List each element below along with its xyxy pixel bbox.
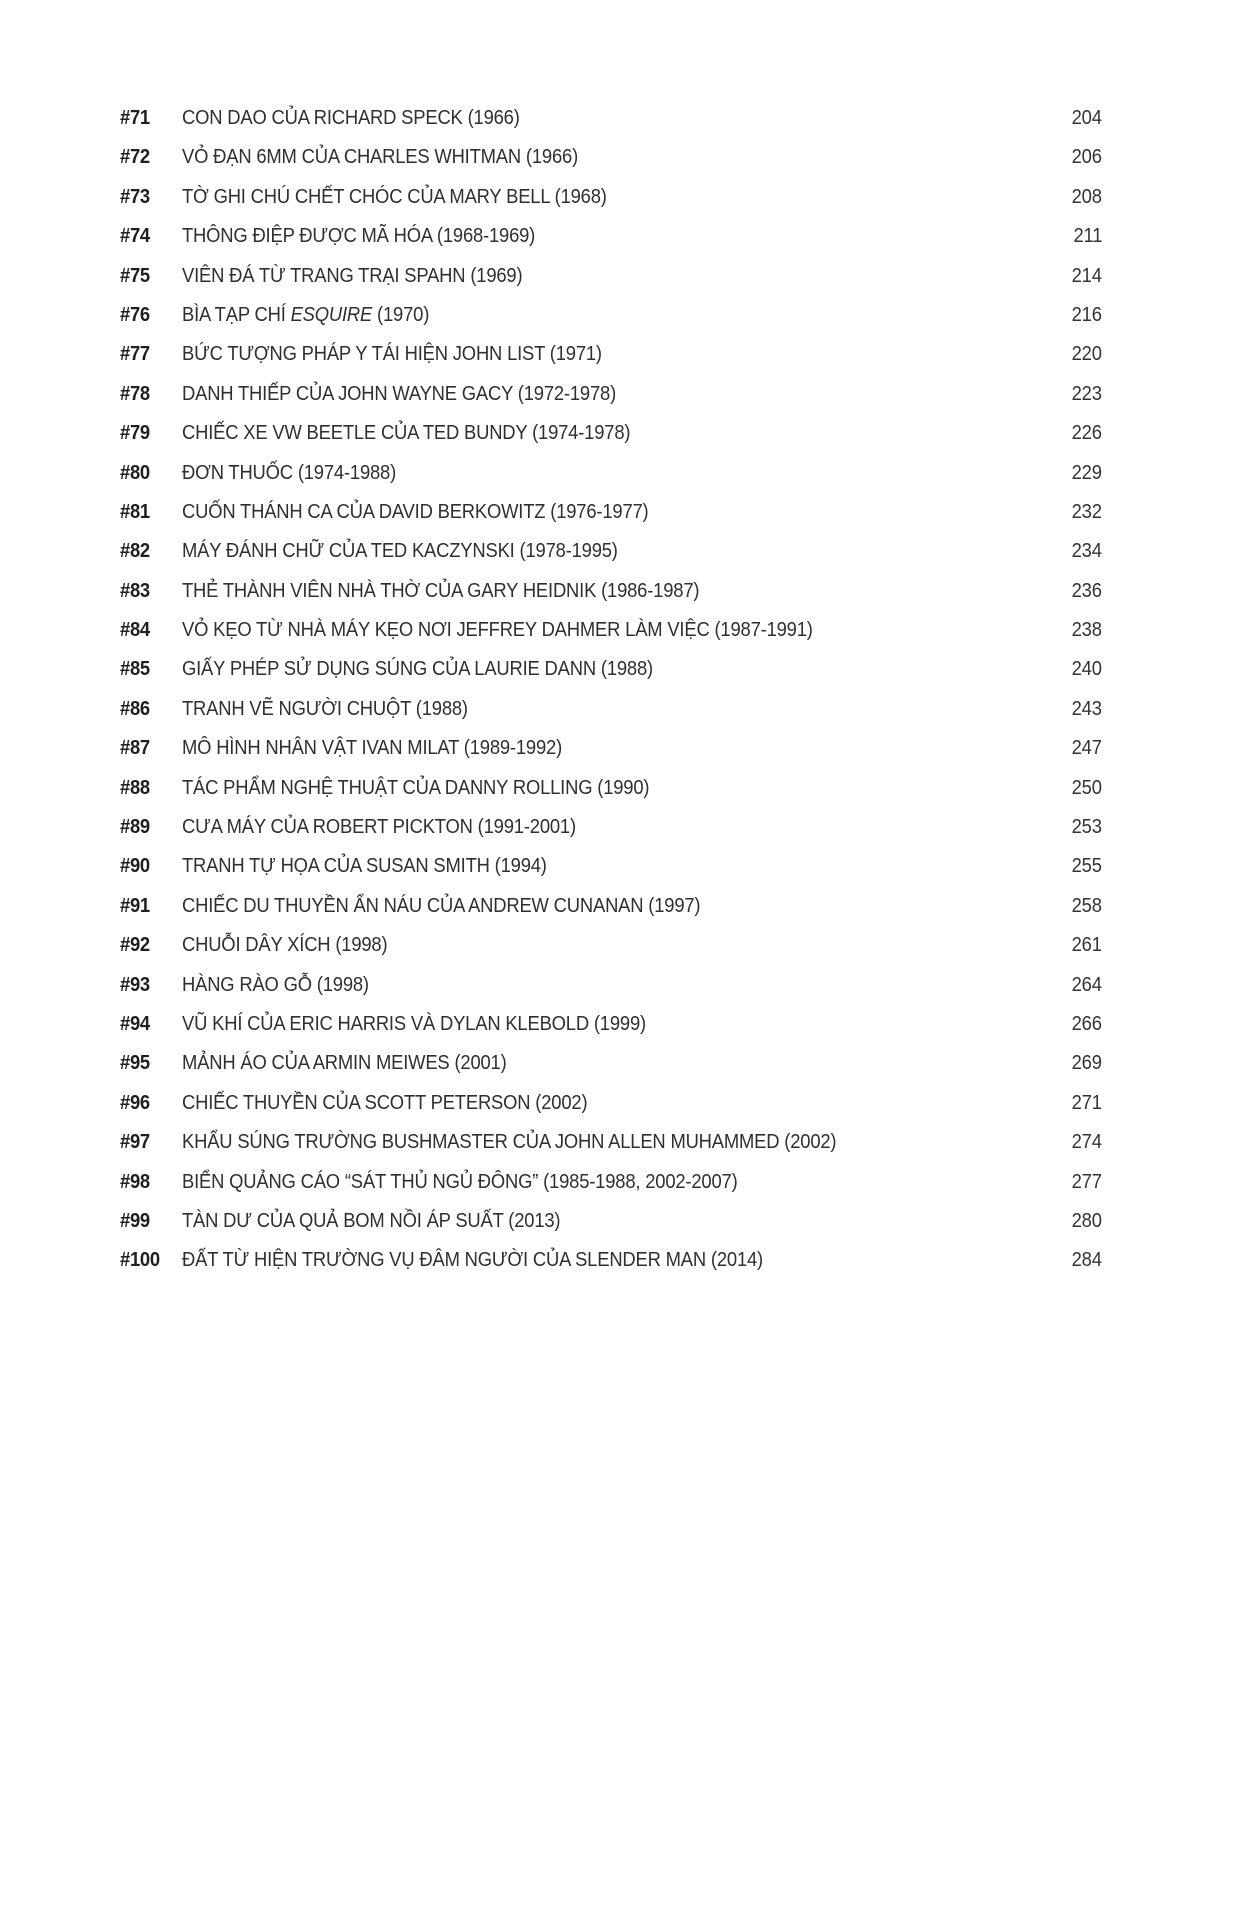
entry-number: #100 xyxy=(120,1249,160,1272)
entry-page-number: 280 xyxy=(1071,1209,1102,1232)
entry-page-number: 253 xyxy=(1071,816,1102,839)
toc-row xyxy=(120,658,1102,697)
entry-title: ĐƠN THUỐC (1974-1988) xyxy=(182,461,397,484)
entry-page-number: 240 xyxy=(1071,658,1102,681)
entry-page-number: 274 xyxy=(1071,1131,1102,1154)
entry-number: #72 xyxy=(120,146,150,169)
toc-row xyxy=(120,855,1102,894)
entry-title: MÔ HÌNH NHÂN VẬT IVAN MILAT (1989-1992) xyxy=(182,737,563,760)
toc-row xyxy=(120,737,1102,776)
entry-page-number: 216 xyxy=(1071,303,1102,326)
entry-number: #93 xyxy=(120,973,150,996)
entry-page-number: 220 xyxy=(1071,343,1102,366)
toc-row xyxy=(120,1092,1102,1131)
entry-page-number: 204 xyxy=(1071,107,1102,129)
entry-page-number: 271 xyxy=(1071,1091,1102,1114)
entry-page-number: 238 xyxy=(1071,619,1102,642)
toc-row xyxy=(120,540,1102,579)
toc-list xyxy=(120,107,1102,1289)
entry-title: CHIẾC THUYỀN CỦA SCOTT PETERSON (2002) xyxy=(182,1091,588,1114)
toc-row xyxy=(120,974,1102,1013)
entry-page-number: 261 xyxy=(1071,934,1102,957)
entry-number: #99 xyxy=(120,1209,150,1232)
entry-number: #77 xyxy=(120,343,150,366)
entry-title: CHUỖI DÂY XÍCH (1998) xyxy=(182,934,388,957)
entry-title: VỎ KẸO TỪ NHÀ MÁY KẸO NƠI JEFFREY DAHMER LÀM VIỆC (1987-1991) xyxy=(182,619,813,642)
entry-page-number: 208 xyxy=(1071,185,1102,208)
toc-row xyxy=(120,146,1102,185)
entry-page-number: 206 xyxy=(1071,146,1102,169)
entry-title: MẢNH ÁO CỦA ARMIN MEIWES (2001) xyxy=(182,1052,507,1075)
entry-title: VỎ ĐẠN 6MM CỦA CHARLES WHITMAN (1966) xyxy=(182,146,579,169)
entry-title: CON DAO CỦA RICHARD SPECK (1966) xyxy=(182,107,520,129)
toc-row xyxy=(120,343,1102,382)
entry-number: #81 xyxy=(120,500,150,523)
entry-number: #73 xyxy=(120,185,150,208)
entry-number: #98 xyxy=(120,1170,150,1193)
entry-page-number: 243 xyxy=(1071,697,1102,720)
entry-number: #91 xyxy=(120,894,150,917)
toc-row xyxy=(120,895,1102,934)
entry-title: TỜ GHI CHÚ CHẾT CHÓC CỦA MARY BELL (1968) xyxy=(182,185,607,208)
toc-row xyxy=(120,225,1102,264)
entry-page-number: 284 xyxy=(1071,1249,1102,1272)
entry-page-number: 277 xyxy=(1071,1170,1102,1193)
toc-row xyxy=(120,934,1102,973)
entry-page-number: 264 xyxy=(1071,973,1102,996)
toc-row xyxy=(120,1131,1102,1170)
entry-page-number: 250 xyxy=(1071,776,1102,799)
toc-row xyxy=(120,698,1102,737)
entry-title: ĐẤT TỪ HIỆN TRƯỜNG VỤ ĐÂM NGƯỜI CỦA SLENDER MAN (2014) xyxy=(182,1249,763,1272)
entry-title: CHIẾC DU THUYỀN ẨN NÁU CỦA ANDREW CUNANAN (1997) xyxy=(182,894,701,917)
entry-title: TRANH TỰ HỌA CỦA SUSAN SMITH (1994) xyxy=(182,855,547,878)
entry-page-number: 266 xyxy=(1071,1012,1102,1035)
entry-number: #88 xyxy=(120,776,150,799)
entry-title: VIÊN ĐÁ TỪ TRANG TRẠI SPAHN (1969) xyxy=(182,264,523,287)
entry-page-number: 247 xyxy=(1071,737,1102,760)
entry-page-number: 214 xyxy=(1071,264,1102,287)
entry-title: BÌA TẠP CHÍ ESQUIRE (1970) xyxy=(182,303,430,326)
entry-title: BỨC TƯỢNG PHÁP Y TÁI HIỆN JOHN LIST (1971) xyxy=(182,343,602,366)
toc-row xyxy=(120,107,1102,146)
toc-row xyxy=(120,1210,1102,1249)
toc-row xyxy=(120,383,1102,422)
entry-number: #76 xyxy=(120,303,150,326)
entry-title: CUỐN THÁNH CA CỦA DAVID BERKOWITZ (1976-1977) xyxy=(182,500,649,523)
entry-page-number: 211 xyxy=(1073,225,1102,248)
entry-number: #87 xyxy=(120,737,150,760)
entry-number: #84 xyxy=(120,619,150,642)
entry-number: #92 xyxy=(120,934,150,957)
entry-page-number: 234 xyxy=(1071,540,1102,563)
entry-page-number: 223 xyxy=(1071,382,1102,405)
entry-number: #97 xyxy=(120,1131,150,1154)
toc-row xyxy=(120,580,1102,619)
entry-number: #83 xyxy=(120,579,150,602)
entry-title: MÁY ĐÁNH CHỮ CỦA TED KACZYNSKI (1978-1995) xyxy=(182,540,618,563)
entry-number: #79 xyxy=(120,422,150,445)
entry-number: #89 xyxy=(120,816,150,839)
entry-number: #85 xyxy=(120,658,150,681)
toc-row xyxy=(120,816,1102,855)
toc-row xyxy=(120,1249,1102,1288)
entry-title: THẺ THÀNH VIÊN NHÀ THỜ CỦA GARY HEIDNIK (1986-1987) xyxy=(182,579,700,602)
entry-page-number: 226 xyxy=(1071,422,1102,445)
entry-page-number: 229 xyxy=(1071,461,1102,484)
toc-row xyxy=(120,1013,1102,1052)
entry-title: DANH THIẾP CỦA JOHN WAYNE GACY (1972-1978) xyxy=(182,382,617,405)
entry-number: #74 xyxy=(120,225,150,248)
entry-number: #96 xyxy=(120,1091,150,1114)
entry-title: KHẨU SÚNG TRƯỜNG BUSHMASTER CỦA JOHN ALLEN MUHAMMED (2002) xyxy=(182,1131,837,1154)
entry-number: #86 xyxy=(120,697,150,720)
entry-number: #82 xyxy=(120,540,150,563)
toc-row xyxy=(120,462,1102,501)
toc-row xyxy=(120,422,1102,461)
entry-title: BIỂN QUẢNG CÁO “SÁT THỦ NGỦ ĐÔNG” (1985-1988, 2002-2007) xyxy=(182,1170,738,1193)
toc-row xyxy=(120,1171,1102,1210)
toc-row xyxy=(120,501,1102,540)
entry-page-number: 236 xyxy=(1071,579,1102,602)
entry-number: #78 xyxy=(120,382,150,405)
entry-page-number: 232 xyxy=(1071,500,1102,523)
toc-row xyxy=(120,265,1102,304)
entry-number: #94 xyxy=(120,1012,150,1035)
entry-number: #80 xyxy=(120,461,150,484)
toc-row xyxy=(120,619,1102,658)
entry-page-number: 269 xyxy=(1071,1052,1102,1075)
entry-title: VŨ KHÍ CỦA ERIC HARRIS VÀ DYLAN KLEBOLD (1999) xyxy=(182,1012,646,1035)
entry-title: TÀN DƯ CỦA QUẢ BOM NỒI ÁP SUẤT (2013) xyxy=(182,1209,561,1232)
entry-page-number: 255 xyxy=(1071,855,1102,878)
toc-row xyxy=(120,186,1102,225)
entry-title: THÔNG ĐIỆP ĐƯỢC MÃ HÓA (1968-1969) xyxy=(182,225,536,248)
entry-number: #95 xyxy=(120,1052,150,1075)
toc-row xyxy=(120,1052,1102,1091)
entry-number: #75 xyxy=(120,264,150,287)
toc-row xyxy=(120,777,1102,816)
entry-title: HÀNG RÀO GỖ (1998) xyxy=(182,973,369,996)
entry-title: GIẤY PHÉP SỬ DỤNG SÚNG CỦA LAURIE DANN (1988) xyxy=(182,658,653,681)
entry-number: #90 xyxy=(120,855,150,878)
entry-title: CHIẾC XE VW BEETLE CỦA TED BUNDY (1974-1978) xyxy=(182,422,631,445)
entry-title: CƯA MÁY CỦA ROBERT PICKTON (1991-2001) xyxy=(182,816,576,839)
entry-page-number: 258 xyxy=(1071,894,1102,917)
entry-title: TRANH VẼ NGƯỜI CHUỘT (1988) xyxy=(182,697,468,720)
entry-title: TÁC PHẨM NGHỆ THUẬT CỦA DANNY ROLLING (1990) xyxy=(182,776,650,799)
toc-row xyxy=(120,304,1102,343)
entry-number: #71 xyxy=(120,107,150,129)
